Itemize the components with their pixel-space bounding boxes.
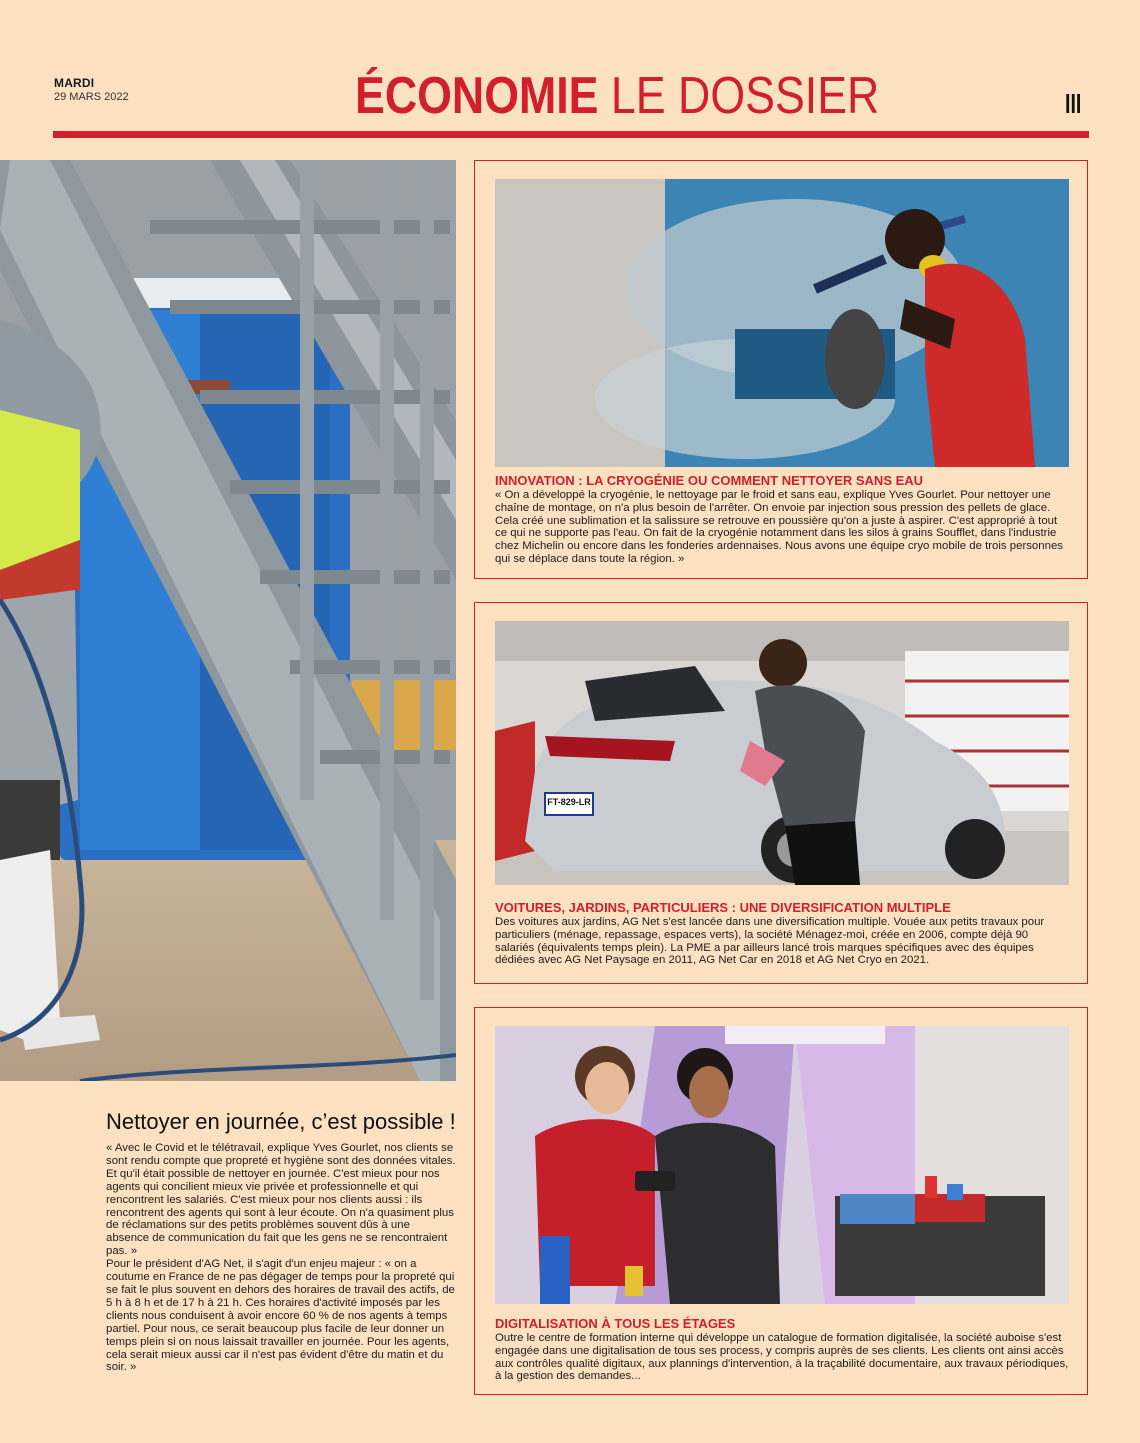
header-day: MARDI — [54, 76, 95, 90]
box-digitalisation-title: DIGITALISATION À TOUS LES ÉTAGES — [495, 1316, 736, 1331]
box-cryogenie — [474, 160, 1088, 579]
box-cryogenie-title: INNOVATION : LA CRYOGÉNIE OU COMMENT NETTOYER SANS EAU — [495, 473, 924, 488]
photo-cryogenie — [495, 179, 1069, 467]
photo-digitalisation — [495, 1026, 1069, 1304]
box-diversification-body: Des voitures aux jardins, AG Net s'est lancée dans une diversification multiple. Vouée aux petits travaux pour particuliers (ménage, repassage, espaces verts), la société Ménagez-moi, créée en 2006, compte déjà 90 salariés (équivalents temps plein). La PME a par ailleurs lancé trois marques spécifiques avec des équipes dédiées avec AG Net Paysage en 2011, AG Net Car en 2018 et AG Net Cryo en 2021. — [495, 916, 1045, 967]
header-date: 29 MARS 2022 — [54, 91, 129, 103]
main-article-title: Nettoyer en journée, c’est possible ! — [106, 1109, 456, 1134]
page-number: III — [1065, 88, 1082, 119]
main-article-paragraph-2: Pour le président d'AG Net, il s'agit d'un enjeu majeur : « on a coutume en France de ne pas dégager de temps pour la propreté qui se fait le plus souvent en dehors des horaires de travail des actifs, de 5 h à 8 h et de 17 h à 21 h. Ces horaires d'activité imposés par les clients nous conduisent à avoir encore 60 % de nos agents à temps partiel. Pour nous, ce serait beaucoup plus facile de leur donner un temps plein si on nous laissait travailler en journée. Pour les agents, cela serait mieux aussi car il n'est pas évident d'être du matin et du soir. » — [106, 1258, 455, 1374]
box-digitalisation — [474, 1007, 1088, 1395]
header-rule — [53, 131, 1089, 138]
box-cryogenie-body: « On a développé la cryogénie, le nettoyage par le froid et sans eau, explique Yves Gourlet. Pour nettoyer une chaîne de montage, on n'a plus besoin de l'arrêter. On envoie par injection sous pression des pellets de glace. Cela créé une sublimation et la salissure se retrouve en poussière qu'on a juste à aspirer. C'est approprié à tout ce qui ne supporte pas l'eau. On fait de la cryogénie notamment dans les silos à grains Soufflet, dans l'industrie chez Michelin ou encore dans les fonderies ardennaises. Nous avons une équipe cryo mobile de trois personnes qui se déplace dans toute la région. » — [495, 489, 1063, 565]
box-diversification — [474, 602, 1088, 984]
main-photo — [0, 160, 456, 1081]
box-diversification-title: VOITURES, JARDINS, PARTICULIERS : UNE DIVERSIFICATION MULTIPLE — [495, 900, 951, 915]
section-title — [355, 66, 879, 126]
main-article-paragraph-1: « Avec le Covid et le télétravail, explique Yves Gourlet, nos clients se sont rendu compte que propreté et hygiène sont des données vitales. Et qu'il était possible de nettoyer en journée. C'est mieux pour nos agents qui concilient mieux vie privée et professionnelle et qui rencontrent les salariés. C'est mieux pour nos clients aussi : ils rencontrent des agents qui sont à leur écoute. On n'a quasiment plus de réclamations sur des petits problèmes souvent dûs à une absence de communication du fait que les gens ne se rencontraient pas. » — [106, 1142, 456, 1258]
license-plate: FT-829-LR — [547, 797, 591, 807]
photo-voiture — [495, 621, 1069, 885]
section-title-bold: ÉCONOMIE — [355, 67, 599, 125]
main-article-body — [106, 1142, 456, 1374]
section-title-light: LE DOSSIER — [598, 67, 880, 125]
box-digitalisation-body: Outre le centre de formation interne qui développe un catalogue de formation digitalisée, la société auboise s'est engagée dans une digitalisation de tous ses process, y compris auprès de ses clients. Les clients ont ainsi accès aux contrôles qualité digitaux, aux plannings d'intervention, à la traçabilité documentaire, aux travaux périodiques, à la gestion des demandes... — [495, 1332, 1069, 1383]
